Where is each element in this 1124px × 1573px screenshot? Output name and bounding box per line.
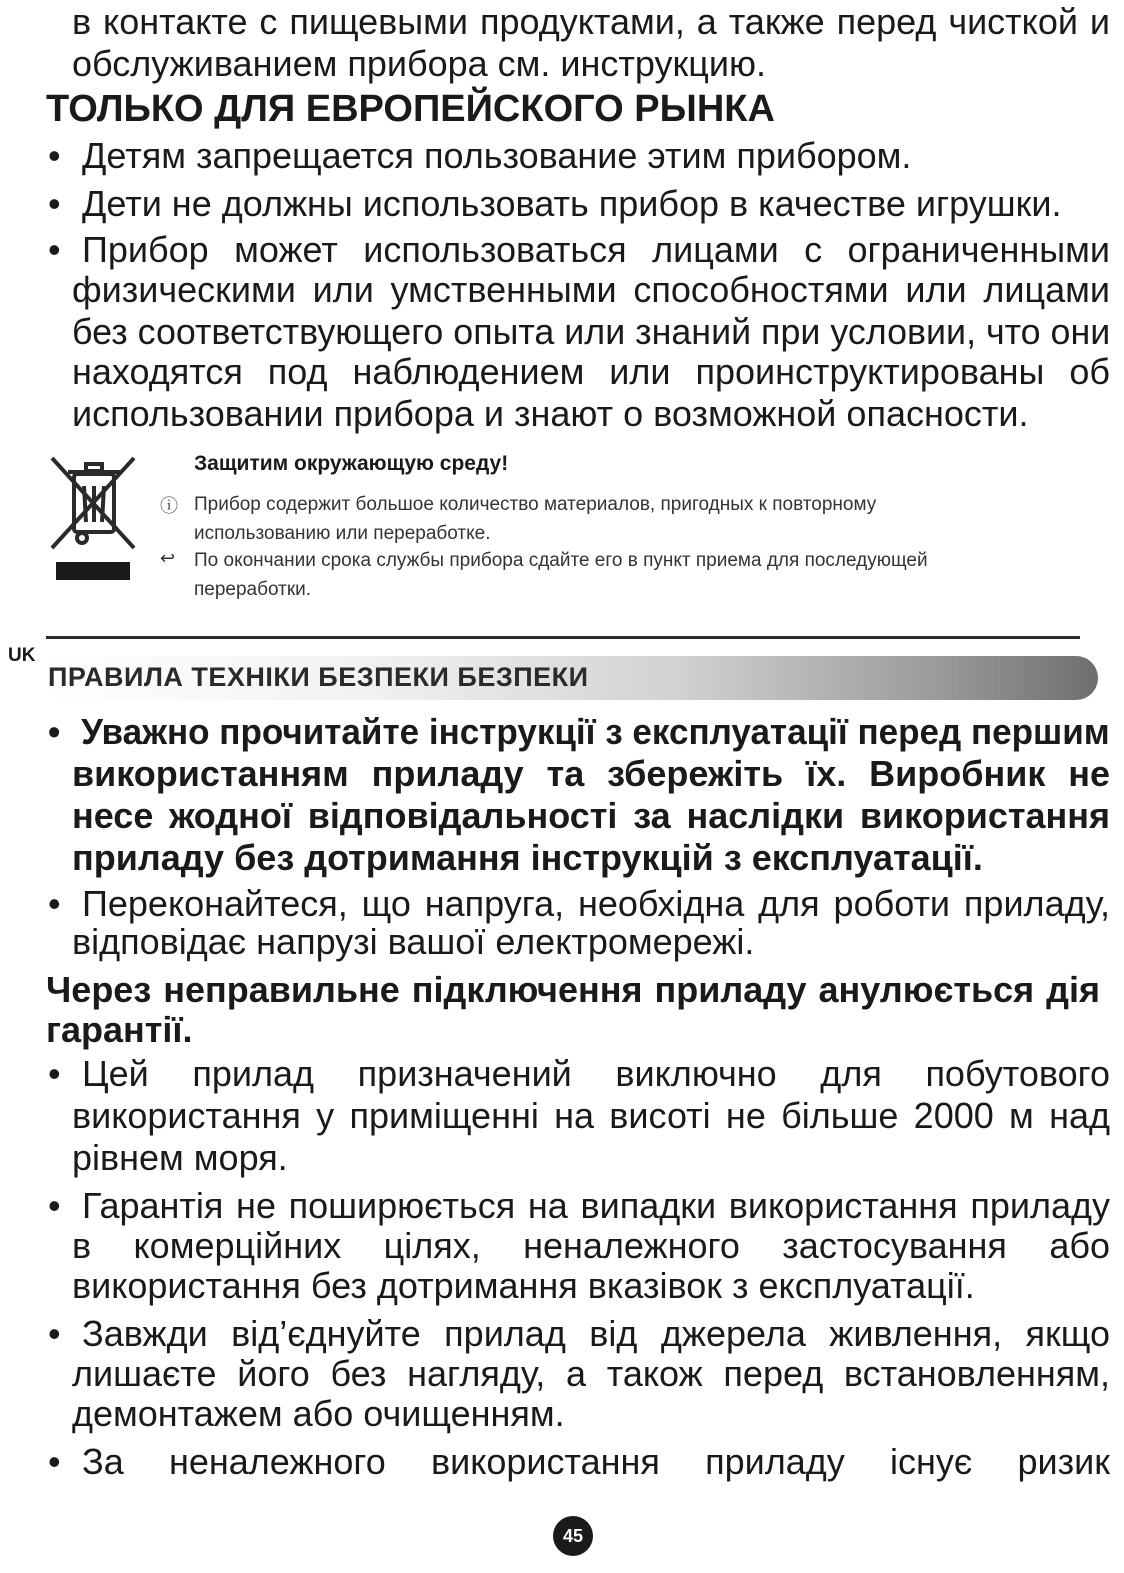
ru-bullet-2: • Дети не должны использовать прибор в качестве игрушки. <box>48 183 1062 224</box>
ru-bullet-3-line-3: без соответствующего опыта или знаний при условии, что они <box>72 311 1111 352</box>
crossed-out-wheelie-bin-icon <box>48 456 138 586</box>
page-number: 45 <box>553 1516 593 1556</box>
section-title: ПРАВИЛА ТЕХНІКИ БЕЗПЕКИ БЕЗПЕКИ <box>48 662 589 692</box>
ru-bullet-3-line-1: • Прибор может использоваться лицами с ограниченными <box>48 229 1110 270</box>
uk-voltage-line-1: • Переконайтеся, що напруга, необхідна для роботи приладу, <box>48 883 1110 924</box>
ru-bullet-3-line-5: использовании прибора и знают о возможной опасности. <box>72 393 1029 434</box>
ru-bullet-3-line-4: находятся под наблюдением или проинструктированы об <box>72 351 1110 392</box>
uk-commercial-line-3: використання без дотримання вказівок з експлуатації. <box>72 1265 975 1306</box>
uk-warranty-heading-line-2: гарантії. <box>46 1009 193 1050</box>
eu-market-heading: ТОЛЬКО ДЛЯ ЕВРОПЕЙСКОГО РЫНКА <box>46 88 775 130</box>
eco-item-2-line-2: переработки. <box>194 579 312 600</box>
uk-bold-bullet-line-1: • Уважно прочитайте інструкції з експлуатації перед першим <box>48 711 1110 752</box>
return-arrow-icon: ↩ <box>160 548 176 568</box>
eco-item-2-line-1: По окончании срока службы прибора сдайте его в пункт приема для последующей <box>194 550 928 571</box>
uk-household-line-3: рівнем моря. <box>72 1137 288 1178</box>
uk-misuse-line-1: • За неналежного використання приладу існує ризик <box>48 1441 1110 1482</box>
ru-bullet-3-line-2: физическими или умственными способностями или лицами <box>72 269 1110 310</box>
uk-commercial-line-2: в комерційних цілях, неналежного застосування або <box>72 1225 1110 1266</box>
ru-bullet-1: • Детям запрещается пользование этим прибором. <box>48 135 912 176</box>
info-icon: ⓘ <box>160 496 178 516</box>
uk-bold-bullet-line-4: приладу без дотримання інструкцій з експлуатації. <box>72 837 983 878</box>
uk-commercial-line-1: • Гарантія не поширюється на випадки використання приладу <box>48 1185 1110 1226</box>
uk-household-line-1: • Цей прилад призначений виключно для побутового <box>48 1053 1110 1094</box>
uk-unplug-line-2: лишаєте його без нагляду, а також перед встановленням, <box>72 1353 1110 1394</box>
uk-bold-bullet-line-3: несе жодної відповідальності за наслідки використання <box>72 795 1110 836</box>
eco-item-1-line-1: Прибор содержит большое количество материалов, пригодных к повторному <box>194 494 877 515</box>
uk-bold-bullet-line-2: використанням приладу та збережіть їх. Виробник не <box>72 753 1110 794</box>
section-banner <box>44 656 1098 700</box>
eco-title: Защитим окружающую среду! <box>194 452 509 475</box>
section-divider <box>46 636 1080 639</box>
uk-unplug-line-3: демонтажем або очищенням. <box>72 1393 565 1434</box>
language-code: UK <box>8 645 36 666</box>
uk-household-line-2: використання у приміщенні на висоті не більше 2000 м над <box>72 1095 1110 1136</box>
eco-item-1-line-2: использованию или переработке. <box>194 523 491 544</box>
uk-warranty-heading-line-1: Через неправильне підключення приладу анулюється дія <box>46 969 1100 1010</box>
ru-continuation-line-2: обслуживанием прибора см. инструкцию. <box>72 43 766 84</box>
uk-voltage-line-2: відповідає напрузі вашої електромережі. <box>72 921 755 962</box>
uk-unplug-line-1: • Завжди від’єднуйте прилад від джерела живлення, якщо <box>48 1313 1110 1354</box>
ru-continuation-line-1: в контакте с пищевыми продуктами, а также перед чисткой и <box>72 1 1110 42</box>
